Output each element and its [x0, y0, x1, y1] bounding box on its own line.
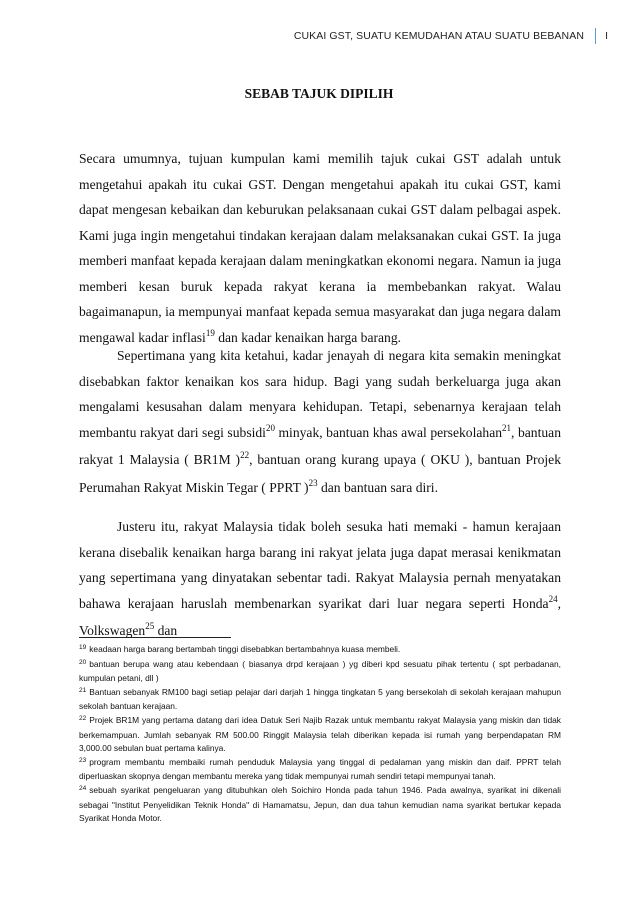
- footnotes-section: [79, 643, 561, 826]
- footnote-number: 24: [79, 784, 87, 792]
- footnote-20: [79, 658, 561, 686]
- footnote-ref[interactable]: 25: [145, 621, 155, 631]
- footnote-22: [79, 714, 561, 756]
- footnote-number: 21: [79, 686, 87, 694]
- footnote-number: 23: [79, 756, 87, 764]
- footnote-19: [79, 643, 561, 658]
- footnote-text: sebuah syarikat pengeluaran yang ditubuhkan oleh Soichiro Honda pada tahun 1946. Pada awalnya, syarikat ini dikenali sebagai "Institut Penyelidikan Teknik Honda" di Hamamatsu, Jepun, dan dua tahun kemudian nama syarikat bertukar kepada Syarikat Honda Motor.: [79, 784, 561, 824]
- footnote-number: 20: [79, 658, 87, 666]
- footnote-text: program membantu membaiki rumah penduduk Malaysia yang tinggal di pedalaman yang miskin dan daif. PPRT telah diperluaskan skopnya dengan membantu mereka yang tidak mempunyai rumah sendiri tetapi mempunyai tanah.: [79, 756, 561, 782]
- footnote-ref[interactable]: 23: [308, 477, 318, 488]
- footnote-23: [79, 756, 561, 784]
- footnote-text: keadaan harga barang bertambah tinggi disebabkan bertambahnya kuasa membeli.: [89, 644, 401, 654]
- page-header: [200, 30, 608, 42]
- paragraph-1: [79, 146, 561, 352]
- paragraph-text: minyak, bantuan khas awal persekolahan: [274, 424, 503, 440]
- paragraph-text: , bantuan orang kurang upaya ( OKU ), bantuan Projek Perumahan Rakyat Miskin Tegar ( PPRT ): [79, 452, 561, 495]
- paragraph-2: [79, 343, 561, 502]
- footnote-text: bantuan berupa wang atau kebendaan ( biasanya drpd kerajaan ) yg diberi kpd sesuatu pihak tertentu ( spt perbadanan, kumpulan petani, dll ): [79, 658, 561, 684]
- header-title: CUKAI GST, SUATU KEMUDAHAN ATAU SUATU BEBANAN: [293, 30, 584, 42]
- paragraph-text: Secara umumnya, tujuan kumpulan kami memilih tajuk cukai GST adalah untuk mengetahui apakah itu cukai GST. Dengan mengetahui apakah itu cukai GST, kami dapat mengesan kebaikan dan keburukan pelaksanaan cukai GST dalam pelbagai aspek. Kami juga ingin mengetahui tindakan kerajaan dalam melaksanakan cukai GST. Ia juga memberi manfaat kepada kerajaan dalam meningkatkan ekonomi negara. Namun ia juga memberi kesan buruk kepada rakyat kerana ia membebankan rakyat. Walau bagaimanapun, ia mempunyai manfaat kepada semua masyarakat dan juga negara dalam mengawal kadar inflasi: [79, 151, 561, 345]
- paragraph-text: , bantuan rakyat 1 Malaysia ( BR1M ): [79, 424, 561, 467]
- section-title: SEBAB TAJUK DIPILIH: [244, 86, 394, 101]
- paragraph-text: dan kadar kenaikan harga barang.: [214, 329, 402, 345]
- paragraph-3: [79, 514, 561, 646]
- footnote-separator: [79, 637, 231, 638]
- paragraph-text: dan bantuan sara diri.: [317, 479, 438, 495]
- paragraph-text: Justeru itu, rakyat Malaysia tidak boleh sesuka hati memaki - hamun kerajaan kerana disebalik kenaikan harga barang ini rakyat jelata juga dapat merasai kenikmatan yang sepertimana yang dinyatakan sebentar tadi. Rakyat Malaysia pernah menyatakan bahawa kerajaan haruslah membenarkan syarikat dari luar negara seperti Honda: [79, 519, 561, 611]
- footnote-ref[interactable]: 24: [548, 593, 558, 604]
- footnote-number: 22: [79, 714, 87, 722]
- footnote-21: [79, 686, 561, 714]
- page-number: I: [605, 30, 608, 42]
- footnote-text: Projek BR1M yang pertama datang dari idea Datuk Seri Najib Razak untuk membantu rakyat Malaysia yang miskin dan tidak berkemampuan. Jumlah sebanyak RM 500.00 Ringgit Malaysia telah diberikan kepada isi rumah yang berpendapatan RM 3,000.00 sebulan buat pertama kalinya.: [79, 714, 561, 754]
- footnote-ref[interactable]: 22: [240, 450, 250, 460]
- footnote-ref[interactable]: 21: [502, 422, 512, 433]
- footnote-24: [79, 784, 561, 826]
- paragraph-text: dan: [154, 623, 178, 638]
- header-divider: [595, 28, 596, 44]
- paragraph-text: Sepertimana yang kita ketahui, kadar jenayah di negara kita semakin meningkat disebabkan faktor kenaikan kos sara hidup. Bagi yang sudah berkeluarga juga akan mengalami kesusahan dalam menyara kehidupan. Tetapi, sebenarnya kerajaan telah membantu rakyat dari segi subsidi: [79, 348, 561, 440]
- footnote-text: Bantuan sebanyak RM100 bagi setiap pelajar dari darjah 1 hingga tingkatan 5 yang bersekolah di sekolah kerajaan mahupun sekolah bantuan kerajaan.: [79, 686, 561, 712]
- paragraph-text: , Volkswagen: [79, 595, 561, 638]
- footnote-ref[interactable]: 19: [205, 327, 215, 338]
- footnote-number: 19: [79, 644, 87, 651]
- footnote-ref[interactable]: 20: [265, 422, 275, 433]
